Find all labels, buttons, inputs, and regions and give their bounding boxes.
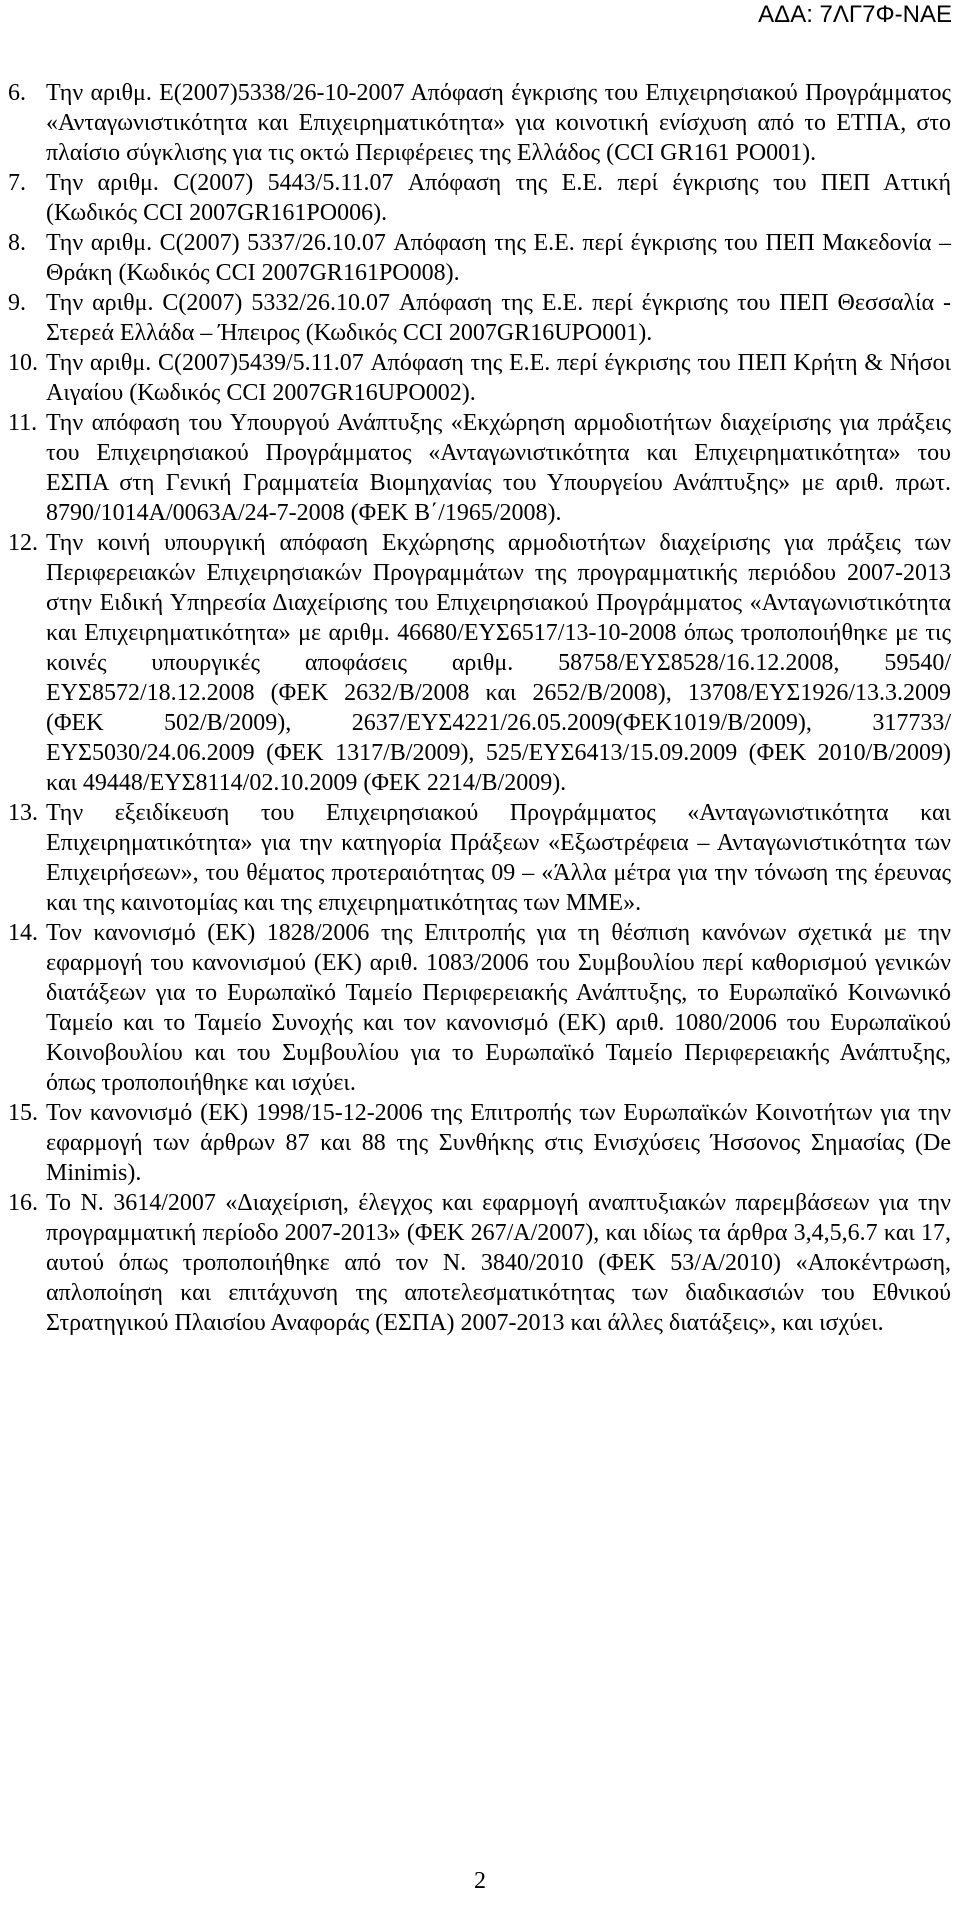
item-number: 13. [8,800,38,826]
list-item [8,798,951,918]
list-item [8,1098,951,1188]
list-item [8,78,951,168]
item-text: Την αριθμ. C(2007)5439/5.11.07 Απόφαση της Ε.Ε. περί έγκρισης του ΠΕΠ Κρήτη & Νήσοι Αιγαίου (Κωδικός CCI 2007GR16UPO002). [46,350,951,406]
item-number: 12. [8,530,38,556]
list-item [8,408,951,528]
item-text: Την εξειδίκευση του Επιχειρησιακού Προγράμματος «Ανταγωνιστικότητα και Επιχειρηματικότητα» για την κατηγορία Πράξεων «Εξωστρέφεια – Ανταγωνιστικότητα των Επιχειρήσεων», του θέματος προτεραιότητας 09 – «Άλλα μέτρα για την τόνωση της έρευνας και της καινοτομίας και της επιχειρηματικότητας των ΜΜΕ». [46,800,951,916]
document-id: ΑΔΑ: 7ΛΓ7Φ-ΝΑΕ [758,1,952,28]
list-item [8,528,951,798]
decisions-list [8,78,951,1338]
list-item [8,918,951,1098]
page-number: 2 [474,1868,486,1894]
list-item [8,1188,951,1338]
item-text: Τον κανονισμό (ΕΚ) 1828/2006 της Επιτροπής για τη θέσπιση κανόνων σχετικά με την εφαρμογή του κανονισμού (ΕΚ) αριθ. 1083/2006 του Συμβουλίου περί καθορισμού γενικών διατάξεων για το Ευρωπαϊκό Ταμείο Περιφερειακής Ανάπτυξης, το Ευρωπαϊκό Κοινωνικό Ταμείο και το Ταμείο Συνοχής και τον κανονισμό (ΕΚ) αριθ. 1080/2006 του Ευρωπαϊκού Κοινοβουλίου και του Συμβουλίου για το Ευρωπαϊκό Ταμείο Περιφερειακής Ανάπτυξης, όπως τροποποιήθηκε και ισχύει. [46,920,951,1096]
item-text: Την κοινή υπουργική απόφαση Εκχώρησης αρμοδιοτήτων διαχείρισης για πράξεις των Περιφερειακών Επιχειρησιακών Προγραμμάτων της προγραμματικής περιόδου 2007-2013 στην Ειδική Υπηρεσία Διαχείρισης του Επιχειρησιακού Προγράμματος «Ανταγωνιστικότητα και Επιχειρηματικότητα» με αριθμ. 46680/ΕΥΣ6517/13-10-2008 όπως τροποποιήθηκε με τις κοινές υπουργικές αποφάσεις αριθμ. 58758/ΕΥΣ8528/16.12.2008, 59540/ΕΥΣ8572/18.12.2008 (ΦΕΚ 2632/Β/2008 και 2652/Β/2008), 13708/ΕΥΣ1926/13.3.2009 (ΦΕΚ 502/Β/2009), 2637/ΕΥΣ4221/26.05.2009(ΦΕΚ1019/Β/2009), 317733/ΕΥΣ5030/24.06.2009 (ΦΕΚ 1317/Β/2009), 525/ΕΥΣ6413/15.09.2009 (ΦΕΚ 2010/Β/2009) και 49448/ΕΥΣ8114/02.10.2009 (ΦΕΚ 2214/Β/2009). [46,530,951,796]
item-number: 7. [8,170,26,196]
item-number: 6. [8,80,26,106]
item-number: 14. [8,920,38,946]
item-text: Την απόφαση του Υπουργού Ανάπτυξης «Εκχώρηση αρμοδιοτήτων διαχείρισης για πράξεις του Επιχειρησιακού Προγράμματος «Ανταγωνιστικότητα και Επιχειρηματικότητα» του ΕΣΠΑ στη Γενική Γραμματεία Βιομηχανίας του Υπουργείου Ανάπτυξης» με αριθ. πρωτ. 8790/1014Α/0063Α/24-7-2008 (ΦΕΚ Β΄/1965/2008). [46,410,951,526]
item-number: 9. [8,290,26,316]
item-text: Την αριθμ. Ε(2007)5338/26-10-2007 Απόφαση έγκρισης του Επιχειρησιακού Προγράμματος «Ανταγωνιστικότητα και Επιχειρηματικότητα» για κοινοτική ενίσχυση από το ΕΤΠΑ, στο πλαίσιο σύγκλισης για τις οκτώ Περιφέρειες της Ελλάδος (CCI GR161 PO001). [46,80,951,166]
item-number: 15. [8,1100,38,1126]
list-item [8,168,951,228]
item-text: Τον κανονισμό (ΕΚ) 1998/15-12-2006 της Επιτροπής των Ευρωπαϊκών Κοινοτήτων για την εφαρμογή των άρθρων 87 και 88 της Συνθήκης στις Ενισχύσεις Ήσσονος Σημασίας (De Minimis). [46,1100,951,1186]
document-body [0,78,960,1338]
list-item [8,348,951,408]
list-item [8,288,951,348]
item-text: Την αριθμ. C(2007) 5332/26.10.07 Απόφαση της Ε.Ε. περί έγκρισης του ΠΕΠ Θεσσαλία - Στερεά Ελλάδα – Ήπειρος (Κωδικός CCI 2007GR16UPO001). [46,290,951,346]
item-text: Την αριθμ. C(2007) 5337/26.10.07 Απόφαση της Ε.Ε. περί έγκρισης του ΠΕΠ Μακεδονία – Θράκη (Κωδικός CCI 2007GR161PO008). [46,230,951,286]
item-text: Την αριθμ. C(2007) 5443/5.11.07 Απόφαση της Ε.Ε. περί έγκρισης του ΠΕΠ Αττική (Κωδικός CCI 2007GR161PO006). [46,170,951,226]
list-item [8,228,951,288]
item-text: Το Ν. 3614/2007 «Διαχείριση, έλεγχος και εφαρμογή αναπτυξιακών παρεμβάσεων για την προγραμματική περίοδο 2007-2013» (ΦΕΚ 267/Α/2007), και ιδίως τα άρθρα 3,4,5,6.7 και 17, αυτού όπως τροποποιήθηκε από τον Ν. 3840/2010 (ΦΕΚ 53/Α/2010) «Αποκέντρωση, απλοποίηση και επιτάχυνση της αποτελεσματικότητας των διαδικασιών του Εθνικού Στρατηγικού Πλαισίου Αναφοράς (ΕΣΠΑ) 2007-2013 και άλλες διατάξεις», και ισχύει. [46,1190,951,1336]
item-number: 11. [8,410,38,436]
item-number: 16. [8,1190,38,1216]
item-number: 10. [8,350,38,376]
item-number: 8. [8,230,26,256]
